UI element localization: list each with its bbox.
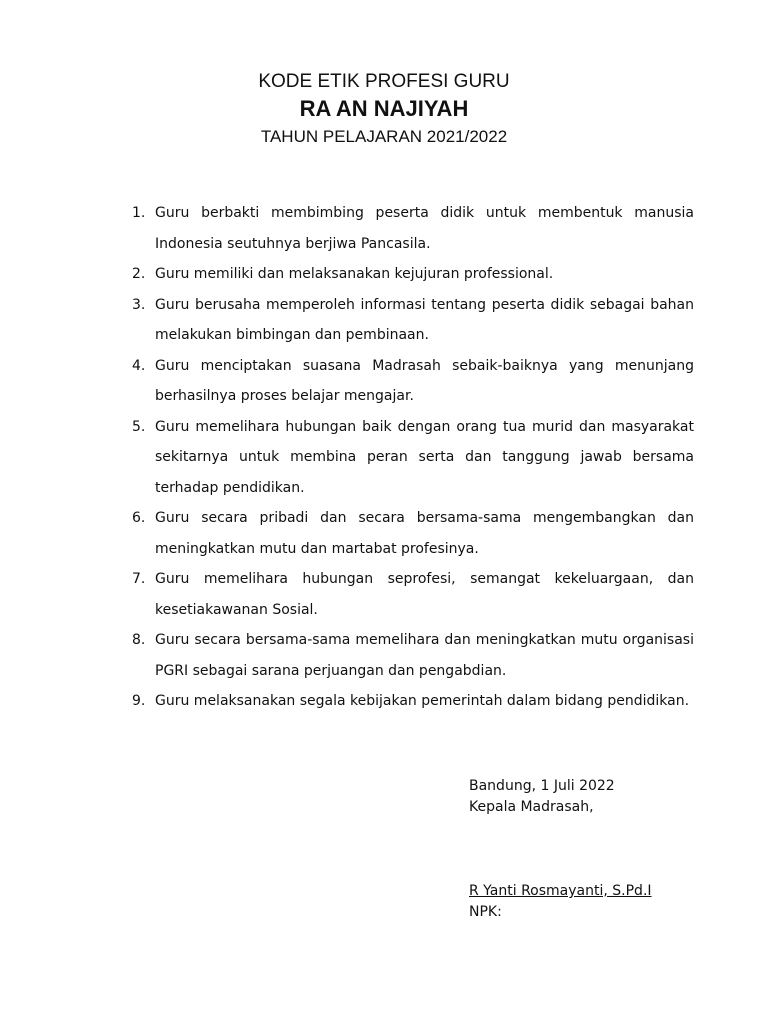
list-item-text: Guru memelihara hubungan seprofesi, semangat kekeluargaan, dan kesetiakawanan Sosial. [155,571,694,618]
list-item-text: Guru berbakti membimbing peserta didik untuk membentuk manusia Indonesia seutuhnya berjiwa Pancasila. [155,205,694,252]
academic-year: TAHUN PELAJARAN 2021/2022 [260,127,508,146]
list-item-number: 5. [132,418,146,435]
list-item [132,686,694,717]
list-item-text: Guru memiliki dan melaksanakan kejujuran professional. [155,266,554,282]
list-item-number: 3. [132,296,146,313]
list-item-number: 6. [132,510,146,526]
list-item [132,564,694,625]
signature-position: Kepala Madrasah, [469,799,594,815]
list-item [132,259,694,290]
list-item-number: 1. [132,205,146,221]
list-item-number: 8. [132,632,146,648]
document-header [0,70,768,150]
document-title: KODE ETIK PROFESI GURU [258,71,510,92]
list-item [132,503,694,564]
list-item-text: Guru memelihara hubungan baik dengan orang tua murid dan masyarakat sekitarnya untuk membina peran serta dan tanggung jawab bersama terhadap pendidikan. [155,418,694,496]
list-item-number: 9. [132,693,146,709]
code-of-ethics-list [132,198,694,717]
list-item [132,198,694,259]
signature-block [469,776,652,923]
list-item [132,290,694,351]
signer-npk: NPK: [469,904,502,920]
list-item [132,412,694,504]
list-item-number: 2. [132,266,146,282]
signature-space [469,818,652,881]
signature-place-date: Bandung, 1 Juli 2022 [469,778,615,794]
list-item-text: Guru secara bersama-sama memelihara dan meningkatkan mutu organisasi PGRI sebagai sarana perjuangan dan pengabdian. [155,632,694,679]
list-item-text: Guru menciptakan suasana Madrasah sebaik-baiknya yang menunjang berhasilnya proses belajar mengajar. [155,357,694,404]
list-item [132,351,694,412]
list-item-number: 7. [132,571,146,587]
list-item-text: Guru berusaha memperoleh informasi tentang peserta didik sebagai bahan melakukan bimbingan dan pembinaan. [155,296,694,343]
list-item [132,625,694,686]
institution-name: RA AN NAJIYAH [299,96,469,121]
list-item-text: Guru melaksanakan segala kebijakan pemerintah dalam bidang pendidikan. [155,693,690,709]
signer-name: R Yanti Rosmayanti, S.Pd.I [469,883,652,899]
list-item-number: 4. [132,357,146,374]
list-item-text: Guru secara pribadi dan secara bersama-sama mengembangkan dan meningkatkan mutu dan martabat profesinya. [155,510,694,557]
